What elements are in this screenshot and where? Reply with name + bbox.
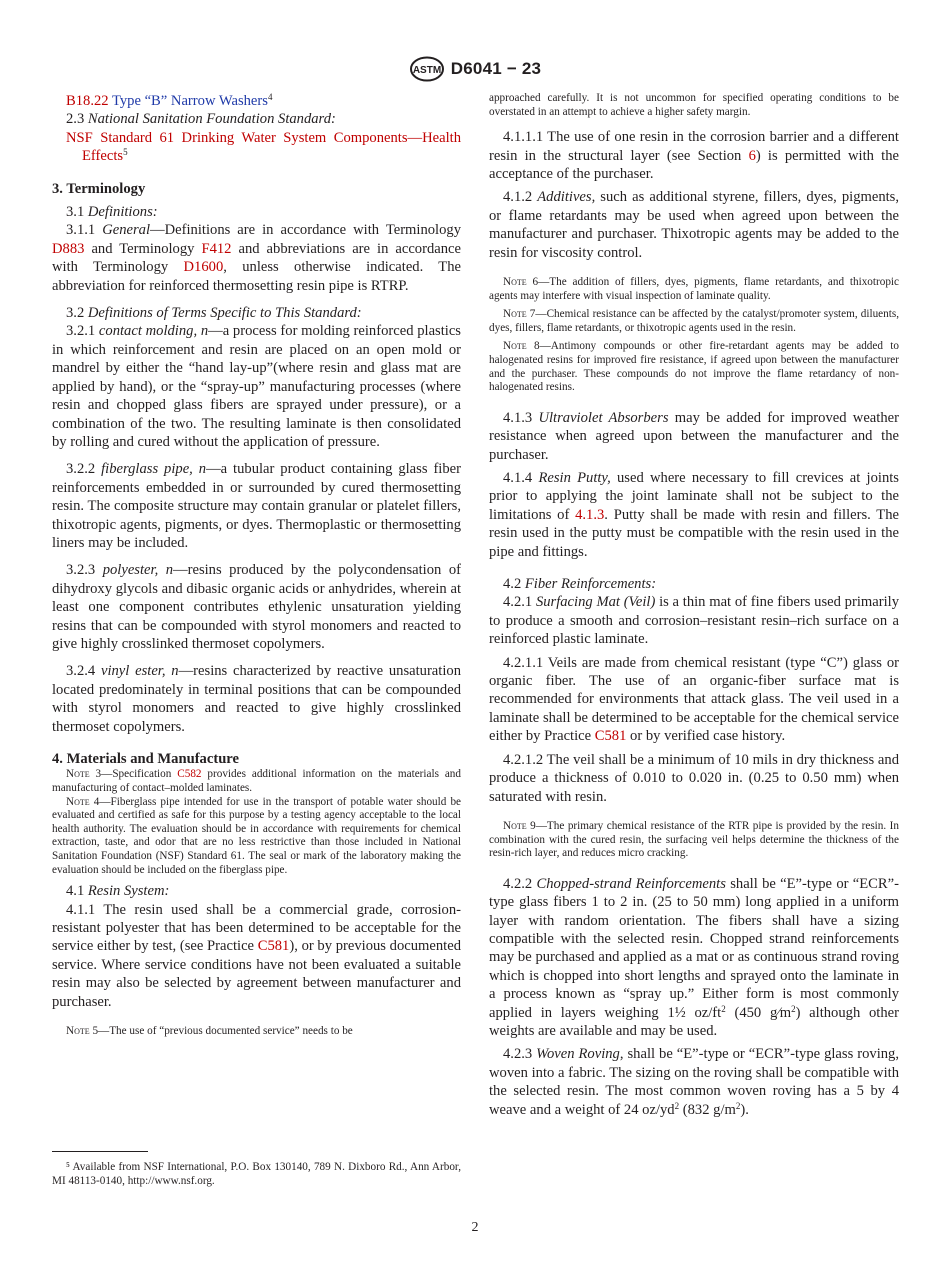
page-number: 2 xyxy=(471,1220,479,1235)
link-b1822[interactable]: B18.22 xyxy=(66,93,109,109)
section-3-1: 3.1 Definitions: xyxy=(66,204,158,221)
section-2-3: 2.3 National Sanitation Foundation Standard: xyxy=(66,111,336,128)
left-column xyxy=(52,92,461,1039)
link-c581[interactable]: C581 xyxy=(257,938,290,955)
note-9: Note 9—The primary chemical resistance of the RTR pipe is provided by the resin. In combination with the cured resin, the surfacing veil helps determine the thickness of the resin-rich layer, and reduces micro cracking. xyxy=(489,819,899,860)
link-nsf61[interactable]: NSF Standard 61 Drinking Water System Components—Health Effects xyxy=(66,129,461,165)
section-4-1-1: 4.1.1 The resin used shall be a commercial grade, corrosion-resistant polyester that has been determined to be acceptable for the service either by test, (see Practice C581), or by previous documented service. Where service conditions have not been evaluated a suitable resin may also be selected by agreement between manufacturer and purchaser. xyxy=(52,901,461,1010)
link-c582[interactable]: C582 xyxy=(177,768,202,781)
right-column xyxy=(489,92,899,1119)
note-5-continued: approached carefully. It is not uncommon for specified operating conditions to be overstated in an attempt to achieve a higher safety margin. xyxy=(489,92,899,118)
link-c581-b[interactable]: C581 xyxy=(594,728,627,745)
note-7: Note 7—Chemical resistance can be affected by the catalyst/promoter system, diluents, dyes, fillers, flame retardants, or thixotropic agents used in the resin. xyxy=(489,308,899,334)
note-3: Note 3—Specification C582 provides additional information on the materials and manufacturing of contact–molded laminates. xyxy=(52,768,461,794)
link-f412[interactable]: F412 xyxy=(201,240,232,257)
section-4-1: 4.1 Resin System: xyxy=(66,883,170,900)
footnote-5: ⁵ Available from NSF International, P.O. Box 130140, 789 N. Dixboro Rd., Ann Arbor, MI 48113-0140, http://www.nsf.org. xyxy=(52,1161,461,1187)
footnote-rule xyxy=(52,1151,148,1152)
link-4-1-3[interactable]: 4.1.3 xyxy=(575,506,605,523)
page-header xyxy=(0,56,950,82)
note-6: Note 6—The addition of fillers, dyes, pigments, flame retardants, and thixotropic agents may interfere with visual inspection of laminate quality. xyxy=(489,276,899,302)
note-8: Note 8—Antimony compounds or other fire-retardant agents may be added to halogenated resins for improved fire resistance, if agreed upon between the manufacturer and the purchaser. These compounds do not improve the flame retardancy of non-halogenated resins. xyxy=(489,340,899,394)
section-3-2-3: 3.2.3 polyester, n—resins produced by the polycondensation of dihydroxy glycols and dibasic organic acids or anhydrides, wherein at least one component contributes ethylenic unsaturation yielding resins that can be compounded with styrol monomers and reacted to give highly crosslinked thermoset copolymers. xyxy=(52,562,461,652)
section-4-2-1-1: 4.2.1.1 Veils are made from chemical resistant (type “C”) glass or organic fiber. The use of an organic-fiber surface mat is recommended for environments that attack glass. The veil used in a laminate shall be determined to be acceptable for the chemical service either by Practice C581 or by verified case history. xyxy=(489,654,899,745)
reference-b1822: B18.22 Type “B” Narrow Washers$^4$ xyxy=(66,92,273,109)
link-d883[interactable]: D883 xyxy=(52,240,85,257)
svg-text:ASTM: ASTM xyxy=(412,65,441,76)
section-3-2: 3.2 Definitions of Terms Specific to This Standard: xyxy=(66,305,362,322)
heading-materials: 4. Materials and Manufacture xyxy=(52,751,239,767)
section-4-2-2: 4.2.2 Chopped-strand Reinforcements shall be “E”-type or “ECR”-type glass fibers 1 to 2 in. (25 to 50 mm) long applied in a uniform layer with random orientation. The fibers shall have a sizing compatible with the selected resin. Chopped strand reinforcements may be purchased and applied as a mat or as continuous strand roving which is chopped into short lengths and sprayed onto the laminate in a process known as “spray up.” Either form is most commonly applied in layers weighing 1½ $oz/ft^2$ (450 $g⁄m^2$) although other weights are available and may be used. xyxy=(489,875,899,1039)
standard-designation: D6041 − 23 xyxy=(450,59,542,78)
section-4-2-1: 4.2.1 Surfacing Mat (Veil) is a thin mat of fine fibers used primarily to produce a smooth and corrosion–resistant resin–rich surface on a reinforced plastic laminate. xyxy=(489,594,899,648)
section-3-2-2: 3.2.2 fiberglass pipe, n—a tubular product containing glass fiber reinforcements embedded in or surrounded by cured thermosetting resin. The composite structure may contain granular or platelet fillers, thixotropic agents, pigments, or dyes. Thermoplastic or thermosetting liners may be included. xyxy=(52,461,461,551)
section-4-2-1-2: 4.2.1.2 The veil shall be a minimum of 10 mils in dry thickness and produce a thickness of 0.010 to 0.020 in. (0.25 to 0.50 mm) when saturated with resin. xyxy=(489,751,899,805)
heading-terminology: 3. Terminology xyxy=(52,180,146,197)
section-4-1-4: 4.1.4 Resin Putty, used where necessary to fill crevices at joints prior to applying the joint laminate shall not be subject to the limitations of 4.1.3. Putty shall be made with resin and fillers. The resin used in the putty must be compatible with the resin used in the pipe and fittings. xyxy=(489,470,899,560)
section-4-1-1-1: 4.1.1.1 The use of one resin in the corrosion barrier and a different resin in the structural layer (see Section 6) is permitted with the acceptance of the purchaser. xyxy=(489,129,899,182)
section-3-1-1: 3.1.1 General—Definitions are in accordance with Terminology D883 and Terminology F412 and abbreviations are in accordance with Terminology D1600, unless otherwise indicated. The abbreviation for reinforced thermosetting resin pipe is RTRP. xyxy=(52,222,461,294)
link-section-6[interactable]: 6 xyxy=(748,147,756,164)
section-3-2-4: 3.2.4 vinyl ester, n—resins characterized by reactive unsaturation located predominately in terminal positions that can be compounded with styrol monomers and reacted to give highly crosslinked thermoset copolymers. xyxy=(52,663,461,735)
section-4-2-3: 4.2.3 Woven Roving, shall be “E”-type or “ECR”-type glass roving, woven into a fabric. The sizing on the roving shall be compatible with the selected resin. The most common woven roving has a 5 by 4 weave and a weight of 24 $oz/yd^2$ (832 $g/m^2$). xyxy=(489,1046,899,1118)
reference-nsf61: NSF Standard 61 Drinking Water System Components—Health Effects$^5$ xyxy=(66,129,461,165)
section-4-1-3: 4.1.3 Ultraviolet Absorbers may be added for improved weather resistance when agreed upon between the manufacturer and the purchaser. xyxy=(489,409,899,463)
note-5: Note 5—The use of “previous documented service” needs to be xyxy=(66,1025,353,1037)
link-d1600[interactable]: D1600 xyxy=(183,259,224,276)
note-4: Note 4—Fiberglass pipe intended for use in the transport of potable water should be evaluated and certified as safe for this purpose by a testing agency acceptable to the local health authority. The evaluation should be in accordance with requirements for chemical extraction, taste, and odor that are no less restrictive than those included in National Sanitation Foundation (NSF) Standard 61. The seal or mark of the laboratory making the evaluation should be included on the fiberglass pipe. xyxy=(52,795,461,876)
section-4-1-2: 4.1.2 Additives, such as additional styrene, fillers, dyes, pigments, or flame retardants may be used when agreed upon between the manufacturer and purchaser. Thixotropic agents may be added to the resin for viscosity control. xyxy=(489,189,900,261)
section-4-2: 4.2 Fiber Reinforcements: xyxy=(503,576,657,593)
astm-logo xyxy=(409,56,445,82)
section-3-2-1: 3.2.1 contact molding, n—a process for molding reinforced plastics in which reinforcement and resin are placed on an open mold or mandrel by either the “hand lay-up”(where resin and glass mat are applied by hand), or the “spray-up” manufacturing processes (where resin and chopped glass fibers are sprayed under pressure), or a combination of the two. The resulting laminate is then consolidated by rolling and cured without the application of pressure. xyxy=(52,323,461,450)
